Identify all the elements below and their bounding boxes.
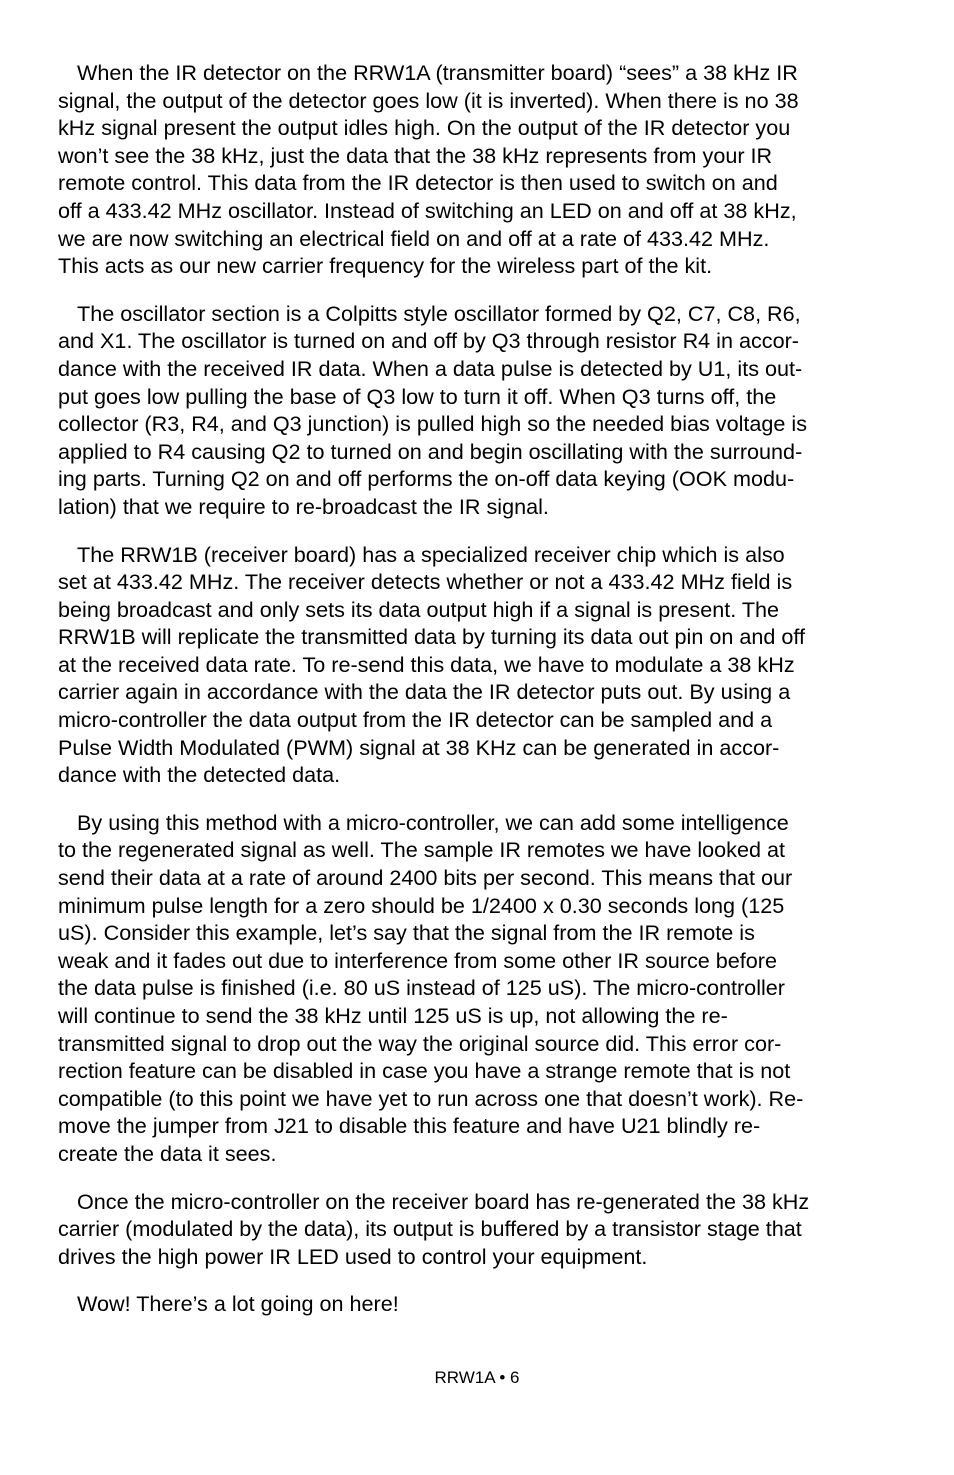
text-line: carrier again in accordance with the data the IR detector puts out. By using a [58,679,791,705]
paragraph-micro-controller [58,809,900,1168]
text-line: to the regenerated signal as well. The sample IR remotes we have looked at [58,837,785,863]
text-line: The RRW1B (receiver board) has a specialized receiver chip which is also [77,541,785,567]
text-line: applied to R4 causing Q2 to turned on and begin oscillating with the surround- [58,438,803,464]
paragraph-output-buffer [58,1188,900,1271]
text-line: When the IR detector on the RRW1A (transmitter board) “sees” a 38 kHz IR [77,60,798,85]
text-line: uS). Consider this example, let’s say that the signal from the IR remote is [58,920,755,946]
text-line: send their data at a rate of around 2400 bits per second. This means that our [58,865,793,891]
text-line: and X1. The oscillator is turned on and off by Q3 through resistor R4 in accor- [58,328,799,354]
text-line: lation) that we require to re-broadcast the IR signal. [58,493,549,519]
text-line: the data pulse is finished (i.e. 80 uS instead of 125 uS). The micro-controller [58,975,785,1001]
document-body [58,59,900,1338]
text-line: carrier (modulated by the data), its output is buffered by a transistor stage that [58,1216,802,1242]
text-line: compatible (to this point we have yet to run across one that doesn’t work). Re- [58,1085,804,1111]
text-line: will continue to send the 38 kHz until 125 uS is up, not allowing the re- [58,1003,728,1028]
text-line: RRW1B will replicate the transmitted data by turning its data out pin on and off [58,624,805,650]
paragraph-oscillator [58,300,900,521]
text-line: won’t see the 38 kHz, just the data that the 38 kHz represents from your IR [58,142,773,168]
paragraph-ir-detector [58,59,900,280]
text-line: put goes low pulling the base of Q3 low to turn it off. When Q3 turns off, the [58,383,777,409]
text-line: rection feature can be disabled in case you have a strange remote that is not [58,1058,791,1084]
text-line: micro-controller the data output from the IR detector can be sampled and a [58,707,773,733]
text-line: transmitted signal to drop out the way the original source did. This error cor- [58,1030,782,1056]
text-line: The oscillator section is a Colpitts style oscillator formed by Q2, C7, C8, R6, [77,300,801,326]
text-line: By using this method with a micro-controller, we can add some intelligence [77,809,789,835]
text-line: This acts as our new carrier frequency for the wireless part of the kit. [58,253,713,279]
text-line: kHz signal present the output idles high. On the output of the IR detector you [58,115,791,141]
text-line: dance with the detected data. [58,762,341,788]
text-line: minimum pulse length for a zero should be 1/2400 x 0.30 seconds long (125 [58,892,785,918]
page-footer: RRW1A • 6 [434,1368,520,1387]
text-line: Once the micro-controller on the receiver board has re-generated the 38 kHz [77,1188,810,1214]
text-line: Wow! There’s a lot going on here! [77,1291,399,1317]
text-line: drives the high power IR LED used to control your equipment. [58,1243,648,1269]
paragraph-receiver-board [58,541,900,789]
text-line: Pulse Width Modulated (PWM) signal at 38 KHz can be generated in accor- [58,734,780,760]
text-line: create the data it sees. [58,1140,277,1166]
text-line: set at 433.42 MHz. The receiver detects whether or not a 433.42 MHz field is [58,569,793,595]
text-line: collector (R3, R4, and Q3 junction) is pulled high so the needed bias voltage is [58,411,808,437]
text-line: being broadcast and only sets its data output high if a signal is present. The [58,596,780,622]
text-line: ing parts. Turning Q2 on and off performs the on-off data keying (OOK modu- [58,466,795,492]
text-line: move the jumper from J21 to disable this feature and have U21 blindly re- [58,1113,761,1139]
text-line: we are now switching an electrical field on and off at a rate of 433.42 MHz. [58,225,770,251]
text-line: off a 433.42 MHz oscillator. Instead of switching an LED on and off at 38 kHz, [58,197,797,223]
text-line: at the received data rate. To re-send this data, we have to modulate a 38 kHz [58,651,795,677]
text-line: dance with the received IR data. When a data pulse is detected by U1, its out- [58,355,803,381]
text-line: weak and it fades out due to interference from some other IR source before [58,947,777,973]
text-line: signal, the output of the detector goes low (it is inverted). When there is no 38 [58,87,799,113]
text-line: remote control. This data from the IR detector is then used to switch on and [58,170,778,196]
paragraph-closing-remark [58,1290,900,1318]
